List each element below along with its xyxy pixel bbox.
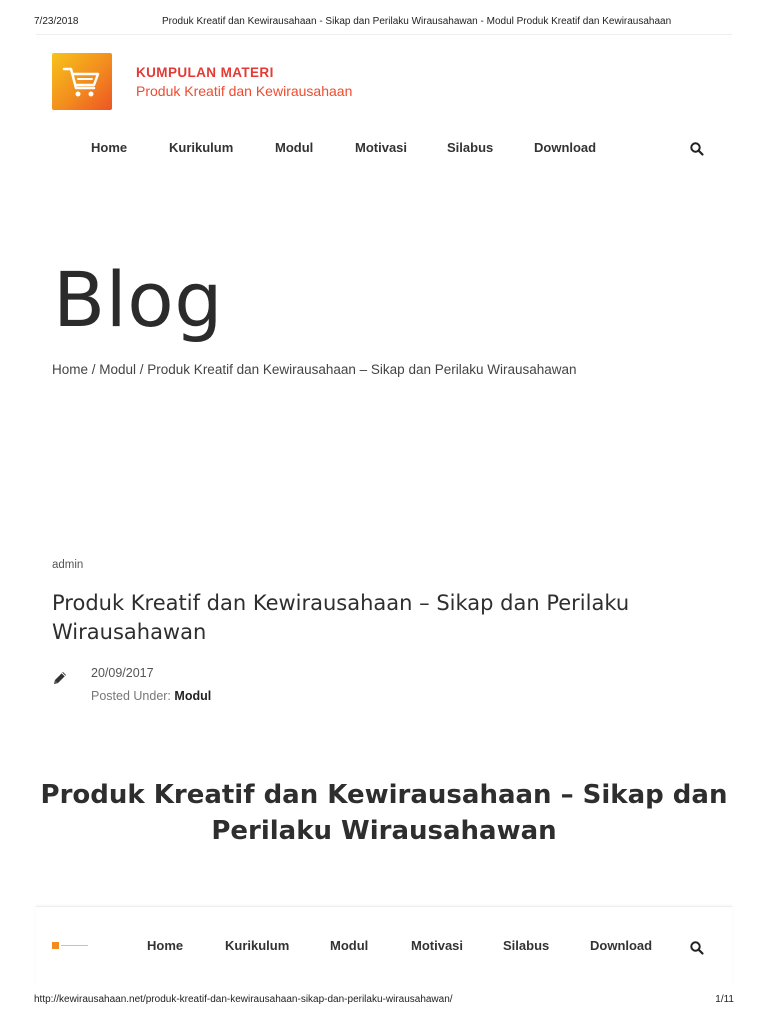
sticky-nav-kurikulum[interactable]: Kurikulum [225,938,290,953]
sticky-logo-mark [52,942,59,949]
nav-modul[interactable]: Modul [275,140,314,155]
sticky-logo-text [61,945,88,946]
posted-under [91,689,211,703]
print-date: 7/23/2018 [34,16,79,27]
logo-subtitle[interactable]: Produk Kreatif dan Kewirausahaan [136,83,353,99]
print-footer [34,994,734,1008]
post-date: 20/09/2017 [91,666,154,680]
page-number: 1/11 [715,994,734,1005]
nav-silabus[interactable]: Silabus [447,140,494,155]
posted-under-label: Posted Under: [91,689,171,703]
print-document-title: Produk Kreatif dan Kewirausahaan - Sikap dan Perilaku Wirausahawan - Modul Produk Kreatif dan Kewirausahaan [162,16,672,27]
sticky-nav-modul[interactable]: Modul [330,938,369,953]
print-url: http://kewirausahaan.net/produk-kreatif-dan-kewirausahaan-sikap-dan-perilaku-wirausahawan/ [34,994,453,1005]
breadcrumb[interactable]: Home / Modul / Produk Kreatif dan Kewirausahaan – Sikap dan Perilaku Wirausahawan [52,362,577,377]
page-title: Blog [53,255,223,344]
sticky-logo[interactable] [52,942,88,950]
nav-home[interactable]: Home [91,140,128,155]
category-link[interactable]: Modul [174,689,212,703]
header-divider [36,34,732,35]
nav-download[interactable]: Download [534,140,597,155]
print-header [34,16,734,30]
site-logo[interactable] [52,53,112,110]
pencil-icon [52,670,68,686]
sticky-nav-silabus[interactable]: Silabus [503,938,550,953]
search-icon[interactable] [689,141,705,157]
sticky-nav-home[interactable]: Home [147,938,184,953]
post-title: Produk Kreatif dan Kewirausahaan – Sikap dan Perilaku Wirausahawan [52,591,630,644]
nav-kurikulum[interactable]: Kurikulum [169,140,234,155]
post-author[interactable]: admin [52,559,84,571]
logo-title[interactable]: KUMPULAN MATERI [136,65,274,80]
sticky-search-icon[interactable] [689,940,705,956]
shopping-cart-icon [62,64,102,100]
sticky-nav-motivasi[interactable]: Motivasi [411,938,464,953]
nav-motivasi[interactable]: Motivasi [355,140,408,155]
content-heading: Produk Kreatif dan Kewirausahaan – Sikap dan Perilaku Wirausahawan [40,780,728,846]
sticky-nav-download[interactable]: Download [590,938,653,953]
